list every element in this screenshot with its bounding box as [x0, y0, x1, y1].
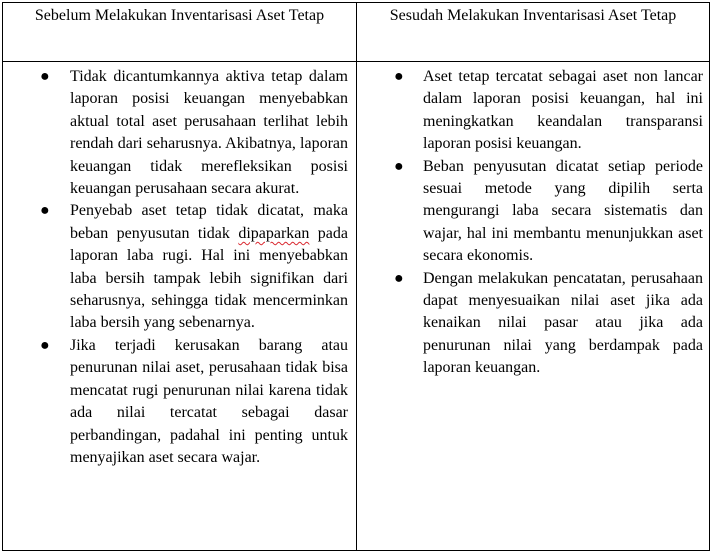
comparison-table — [2, 2, 710, 551]
bullet-icon: ● — [394, 68, 404, 85]
bullet-icon: ● — [40, 336, 50, 354]
table-body-row — [3, 62, 710, 551]
header-after-inventory: Sesudah Melakukan Inventarisasi Aset Tetap — [357, 3, 710, 62]
list-item — [394, 156, 703, 268]
list-item-text: Dengan melakukan pencatatan, perusahaan dapat menyesuaikan nilai aset jika ada kenaikan nilai pasar atau jika ada penurunan nilai yang berdampak pada laporan keuangan. — [423, 269, 703, 377]
bullet-icon: ● — [394, 157, 404, 175]
before-inventory-list — [40, 66, 349, 469]
table-header-row — [3, 3, 710, 62]
list-item — [40, 335, 348, 469]
list-item-text: Tidak dicantumkannya aktiva tetap dalam laporan posisi keuangan menyebabkan aktual total aset perusahaan terlihat lebih rendah dari seharusnya. Akibatnya, laporan keuangan tidak merefleksikan posisi keuangan perusahaan secara akurat. — [70, 68, 348, 198]
bullet-icon: ● — [40, 68, 50, 85]
list-item — [40, 200, 349, 334]
after-inventory-cell — [357, 62, 710, 551]
list-item-text: Jika terjadi kerusakan barang atau penurunan nilai aset, perusahaan tidak bisa mencatat rugi penurunan nilai karena tidak ada nilai tercatat sebagai dasar perbandingan, padahal ini penting untuk menyajikan aset secara wajar. — [70, 336, 348, 466]
bullet-icon: ● — [40, 202, 50, 220]
list-item-text: Penyebab aset tetap tidak dicatat, maka beban penyusutan tidak — [70, 202, 348, 242]
list-item — [394, 268, 703, 380]
list-item-text: Aset tetap tercatat sebagai aset non lancar dalam laporan posisi keuangan, hal ini meningkatkan keandalan transparansi laporan posisi keuangan. — [423, 68, 703, 153]
header-before-inventory: Sebelum Melakukan Inventarisasi Aset Tetap — [3, 3, 357, 62]
bullet-icon: ● — [394, 269, 404, 287]
after-inventory-list — [394, 66, 703, 380]
list-item — [394, 66, 703, 156]
list-item — [40, 66, 348, 200]
spelling-flagged-word: dipaparkan — [238, 224, 310, 242]
list-item-text: pada laporan laba rugi. Hal ini menyebabkan laba bersih tampak lebih signifikan dari seharusnya, sehingga tidak mencerminkan laba bersih yang sebenarnya. — [70, 224, 349, 332]
list-item-text: Beban penyusutan dicatat setiap periode sesuai metode yang dipilih serta mengurangi laba secara sistematis dan wajar, hal ini membantu menunjukkan aset secara ekonomis. — [423, 157, 703, 265]
before-inventory-cell — [3, 62, 357, 551]
